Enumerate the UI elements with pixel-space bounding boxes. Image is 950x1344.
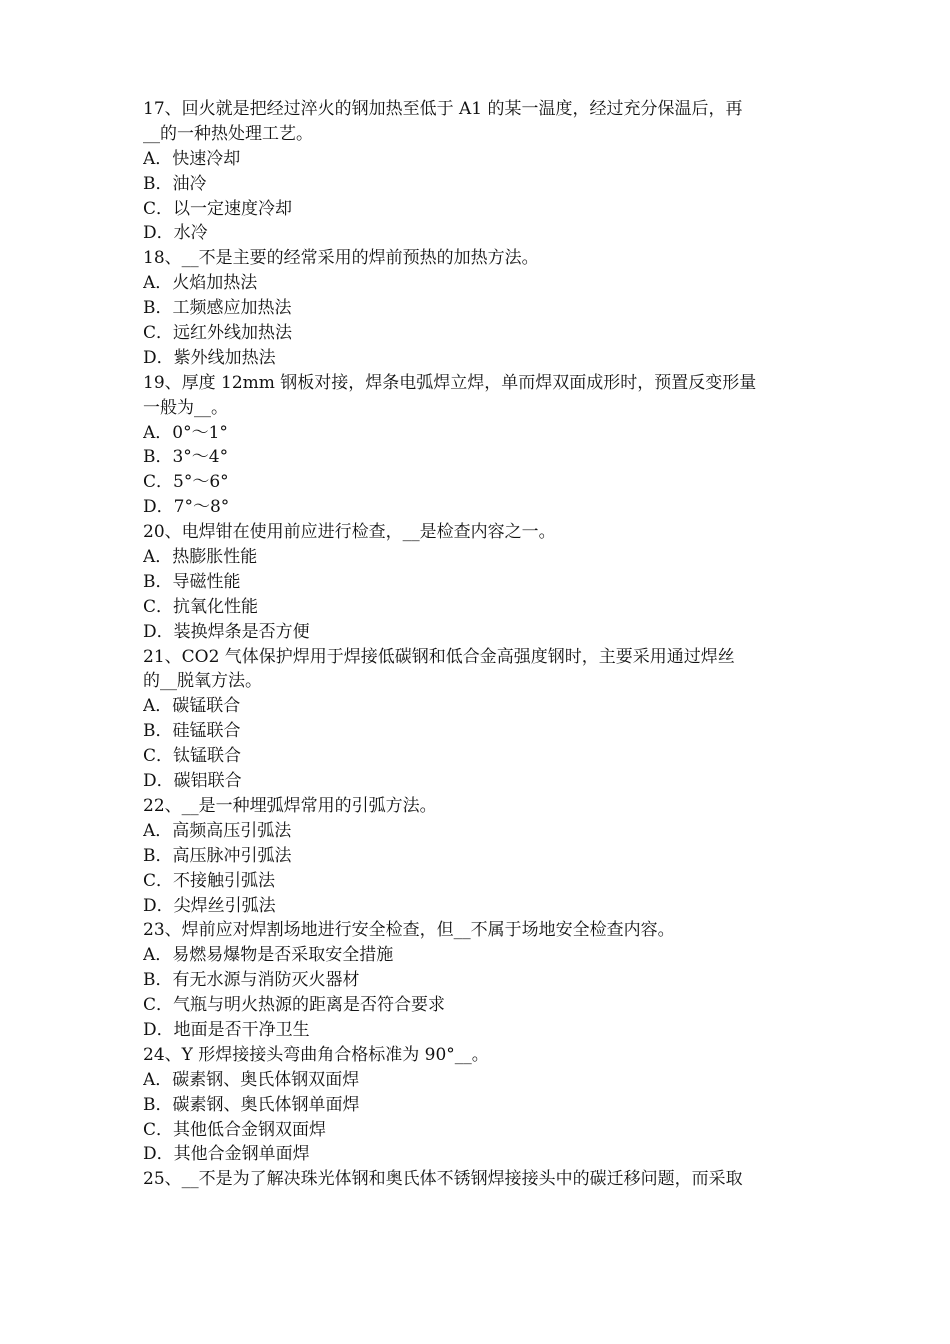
question-20 [143,520,818,644]
answer-option: D．碳铝联合 [143,771,242,792]
question-stem-line: 17、回火就是把经过淬火的钢加热至低于 A1 的某一温度，经过充分保温后，再 [143,99,743,119]
question-stem-line: 21、CO2 气体保护焊用于焊接低碳钢和低合金高强度钢时，主要采用通过焊丝 [143,646,735,667]
question-stem-line: __的一种热处理工艺。 [143,123,313,144]
answer-option: C．以一定速度冷却 [143,198,293,219]
answer-option: D．其他合金钢单面焊 [143,1144,310,1165]
answer-option: A．高频高压引弧法 [143,820,292,841]
question-stem-line: 19、厚度 12mm 钢板对接，焊条电弧焊立焊，单而焊双面成形时，预置反变形量 [143,372,757,393]
answer-option: C．不接触引弧法 [143,870,276,891]
question-22 [143,794,818,918]
answer-option: B．高压脉冲引弧法 [143,845,292,866]
answer-option: B．碳素钢、奥氏体钢单面焊 [143,1094,360,1115]
question-18 [143,246,818,370]
answer-option: D．装换焊条是否方便 [143,621,310,642]
answer-option: C．5°～6° [143,472,229,493]
answer-option: D．紫外线加热法 [143,347,276,368]
answer-option: D．水冷 [143,223,208,244]
question-17 [143,97,818,246]
answer-option: A．易燃易爆物是否采取安全措施 [143,945,394,966]
answer-option: A．快速冷却 [143,148,241,169]
question-19 [143,371,818,520]
answer-option: D．地面是否干净卫生 [143,1019,310,1040]
answer-option: D．尖焊丝引弧法 [143,895,276,916]
question-23 [143,918,818,1042]
question-stem-line: 22、__是一种埋弧焊常用的引弧方法。 [143,795,437,816]
answer-option: A．热膨胀性能 [143,547,258,568]
question-list [143,97,818,1192]
question-stem-line: 25、__不是为了解决珠光体钢和奥氏体不锈钢焊接接头中的碳迁移问题，而采取 [143,1169,743,1190]
answer-option: C．钛锰联合 [143,746,242,767]
question-stem-line: 一般为__。 [143,397,228,418]
answer-option: B．硅锰联合 [143,721,241,742]
answer-option: A．0°～1° [143,422,228,443]
question-stem-line: 18、__不是主要的经常采用的焊前预热的加热方法。 [143,248,539,269]
question-21 [143,645,818,794]
answer-option: A．碳锰联合 [143,696,241,717]
answer-option: B．有无水源与消防灭火器材 [143,970,360,991]
question-stem-line: 的__脱氧方法。 [143,671,262,692]
answer-option: A．火焰加热法 [143,273,258,294]
answer-option: C．抗氧化性能 [143,596,259,617]
question-24 [143,1043,818,1167]
answer-option: A．碳素钢、奥氏体钢双面焊 [143,1069,360,1090]
answer-option: C．其他低合金钢双面焊 [143,1119,327,1140]
answer-option: B．油冷 [143,173,207,194]
answer-option: B．导磁性能 [143,571,241,592]
answer-option: B．3°～4° [143,447,229,468]
question-stem-line: 23、焊前应对焊割场地进行安全检查，但__不属于场地安全检查内容。 [143,920,675,941]
answer-option: C．气瓶与明火热源的距离是否符合要求 [143,995,446,1016]
question-stem-line: 20、电焊钳在使用前应进行检查，__是检查内容之一。 [143,522,556,543]
answer-option: D．7°～8° [143,497,230,518]
answer-option: C．远红外线加热法 [143,323,293,344]
question-stem-line: 24、Y 形焊接接头弯曲角合格标准为 90°__。 [143,1044,489,1065]
question-25 [143,1167,818,1192]
answer-option: B．工频感应加热法 [143,298,292,319]
